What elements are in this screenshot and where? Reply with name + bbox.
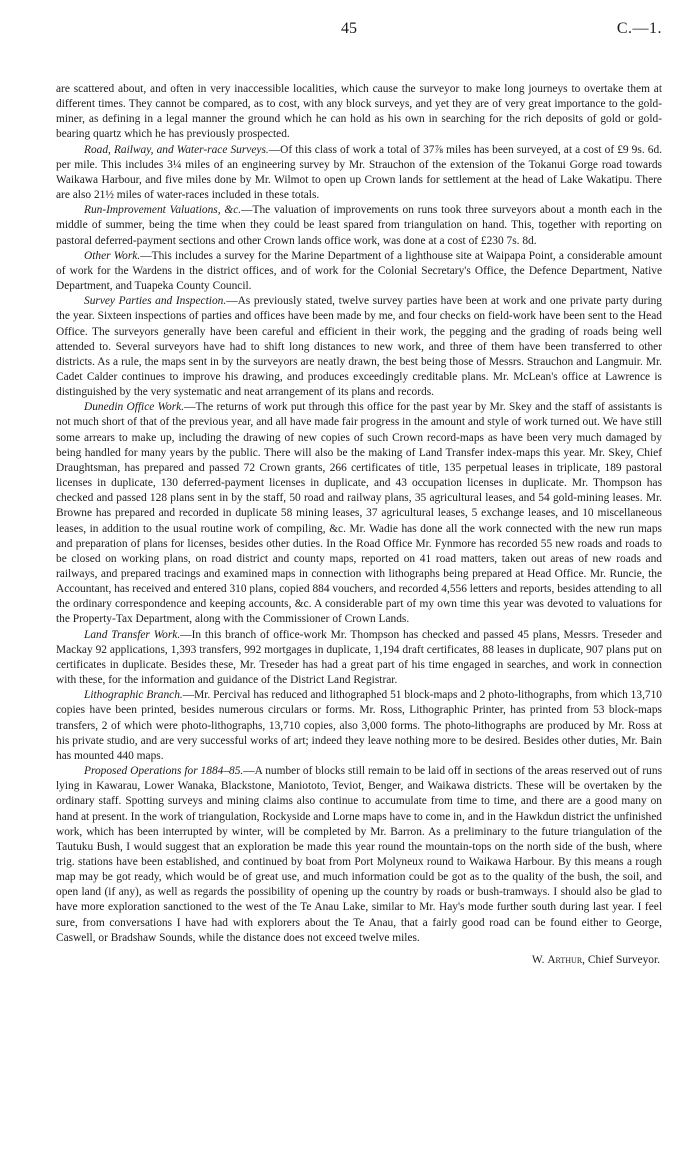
- paragraph-text: —This includes a survey for the Marine Department of a lighthouse site at Waipapa Point, a considerable amount of work for the Wardens in the district offices, and of work for the Colonial Secretary's Office, the Defence Department, Native Department, and Tuapeka County Council.: [56, 249, 662, 293]
- paragraph-other-work: [56, 249, 662, 294]
- paragraph-text: —As previously stated, twelve survey parties have been at work and one private party during the year. Sixteen inspections of parties and offices have been made by me, and four checks on field-work have been sent to the Head Office. The surveyors generally have been careful and efficient in their work, the pegging and the grading of roads being well attended to. Several surveyors have had to shift long distances to new work, and three of them have been transferred to other districts. As a rule, the maps sent in by the surveyors are neatly drawn, the best being those of Messrs. Strauchon and Langmuir. Mr. Cadet Calder continues to improve his drawing, and produces exceedingly creditable plans. Mr. McLean's office at Lawrence is distinguished by the very systematic and neat arrangement of its plans and records.: [56, 295, 662, 399]
- paragraph-heading: Road, Railway, and Water-race Surveys.: [84, 143, 269, 156]
- signature-prefix: W.: [531, 953, 548, 966]
- signature-name: Arthur: [547, 953, 583, 966]
- signature-title: , Chief Surveyor.: [582, 953, 660, 966]
- paragraph-road-surveys: [56, 143, 662, 204]
- paragraph-survey-parties: [56, 294, 662, 400]
- paragraph-heading: Land Transfer Work.: [84, 628, 181, 641]
- paragraph-dunedin-office: [56, 400, 662, 627]
- paragraph-run-valuations: [56, 203, 662, 248]
- paragraph-text: —The returns of work put through this office for the past year by Mr. Skey and the staff of assistants is not much short of that of the previous year, and all have made fair progress in the amount and style of work turned out. We have still some arrears to make up, including the drawing of new copies of such Crown record-maps as have been very much damaged by being handled for many years by the public. There will also be the making of Land Transfer index-maps this year. Mr. Skey, Chief Draughtsman, has prepared and passed 72 Crown grants, 266 certificates of title, 135 perpetual leases in triplicate, 189 pastoral licenses in duplicate, 130 deferred-payment licenses in duplicate, and 43 occupation licenses in duplicate. Mr. Thompson has checked and passed 128 plans sent in by the staff, 50 road and railway plans, 35 agricultural leases, and 54 gold-mining leases. Mr. Browne has prepared and recorded in duplicate 58 mining leases, 37 agricultural leases, 5 exchange leases, and 10 miscellaneous leases, in addition to the usual routine work of compiling, &c. Mr. Wadie has done all the work connected with the new run maps and preparation of plans for licenses, besides other duties. In the Road Office Mr. Fynmore has recorded 55 new roads and roads to be closed on working plans, on road district and county maps, reported on 41 road matters, taken out areas of new roads and railways, and prepared tracings and examined maps in connection with lithographs being prepared at Head Office. Mr. Runcie, the Accountant, has received and entered 310 plans, copied 884 vouchers, and recorded 4,556 letters and reports, besides attending to all the ordinary correspondence and keeping accounts, &c. A considerable part of my own time this year was devoted to valuations for the Property-Tax Department, along with the Commissioner of Crown Lands.: [56, 401, 662, 626]
- document-reference: C.—1.: [616, 20, 662, 37]
- paragraph-heading: Lithographic Branch.: [84, 689, 183, 702]
- paragraph-text: —In this branch of office-work Mr. Thompson has checked and passed 45 plans, Messrs. Treseder and Mackay 92 applications, 1,393 transfers, 992 mortgages in duplicate, 1,194 draft certificates, 88 leases in duplicate, 907 plans put on certificates in duplicate. Besides these, Mr. Treseder has had a great part of his time engaged in searches, and work in connection with these, for the information and guidance of the District Land Registrar.: [56, 628, 662, 687]
- paragraph-continuation: [56, 82, 662, 143]
- paragraph-text: are scattered about, and often in very inaccessible localities, which cause the surveyor to make long journeys to overtake them at different times. They cannot be compared, as to cost, with any block surveys, and yet they are of very great importance to the gold-miner, as defining in a legal manner the ground which he can hold as his own in searching for the rich deposits of gold or gold-bearing quartz which he has previously prospected.: [56, 83, 662, 141]
- page-number: 45: [341, 20, 357, 37]
- paragraph-heading: Dunedin Office Work.: [84, 401, 185, 414]
- paragraph-text: —Of this class of work a total of 37⅞ miles has been surveyed, at a cost of £9 9s. 6d. per mile. This includes 3¼ miles of an engineering survey by Mr. Strauchon of the extension of the Tokanui Gorge road towards Waikawa Harbour, and five miles done by Mr. Wilmot to open up Crown lands for settlement at the head of Lake Wakatipu. There are also 21½ miles of water-races included in these totals.: [56, 143, 662, 202]
- paragraph-text: —A number of blocks still remain to be laid off in sections of the areas reserved out of runs lying in Kawarau, Lower Wanaka, Blackstone, Maniototo, Teviot, Benger, and Waikawa districts. These will be overtaken by the ordinary staff. Spotting surveys and mining claims also continue to accumulate from time to time, and there are a good many on hand at present. In the work of triangulation, Rockyside and Lorne maps have to come in, and in the Hawkdun district the unfinished work, which has been interrupted by winter, will be completed by Mr. Barron. As a preliminary to the future triangulation of the Tautuku Bush, I would suggest that an exploration be made this year round the mountain-tops on the north side of the bush, where trig. stations have been established, and continued by boat from Port Molyneux round to Waikawa Harbour. By this means a rough map may be got ready, which would be of great use, and much information could be got as to the quality of the bush, the soil, and open land (if any), as well as regards the possibility of opening up the country by roads or bush-tramways. I should also be glad to have more exploration sanctioned to the west of the Te Anau Lake, similar to Mr. Hay's mode further south during last year. I feel sure, from conversations I have had with explorers about the Te Anau, that a fairly good road can be found either to George, Caswell, or Bradshaw Sounds, while the distance does not exceed twelve miles.: [56, 765, 663, 944]
- paragraph-land-transfer: [56, 628, 662, 689]
- page-header: [56, 0, 662, 44]
- paragraph-text: —The valuation of improvements on runs took three surveyors about a month each in the middle of summer, being the time when they could be least spared from triangulation on hand. This, together with reporting on pastoral deferred-payment sections and other Crown lands office work, was done at a cost of £230 7s. 8d.: [56, 204, 662, 247]
- report-body: [56, 82, 662, 946]
- paragraph-heading: Survey Parties and Inspection.: [84, 295, 227, 308]
- paragraph-text: —Mr. Percival has reduced and lithographed 51 block-maps and 2 photo-lithographs, from which 13,710 copies have been printed, besides numerous circulars or forms. Mr. Ross, Lithographic Printer, has printed from 53 block-maps transfers, 2 of which were photo-lithographs, 13,710 copies, also 3,000 forms. The photo-lithographs are produced by Mr. Ross at his private studio, and are very successful works of art; indeed they leave nothing more to be desired. Besides other duties, Mr. Bain has mounted 440 maps.: [56, 689, 663, 762]
- paragraph-heading: Other Work.: [84, 249, 141, 262]
- signature: [56, 954, 662, 966]
- paragraph-heading: Proposed Operations for 1884–85.: [84, 765, 244, 778]
- paragraph-proposed-operations: [56, 764, 662, 946]
- paragraph-heading: Run-Improvement Valuations, &c.: [84, 204, 242, 217]
- paragraph-lithographic: [56, 688, 662, 764]
